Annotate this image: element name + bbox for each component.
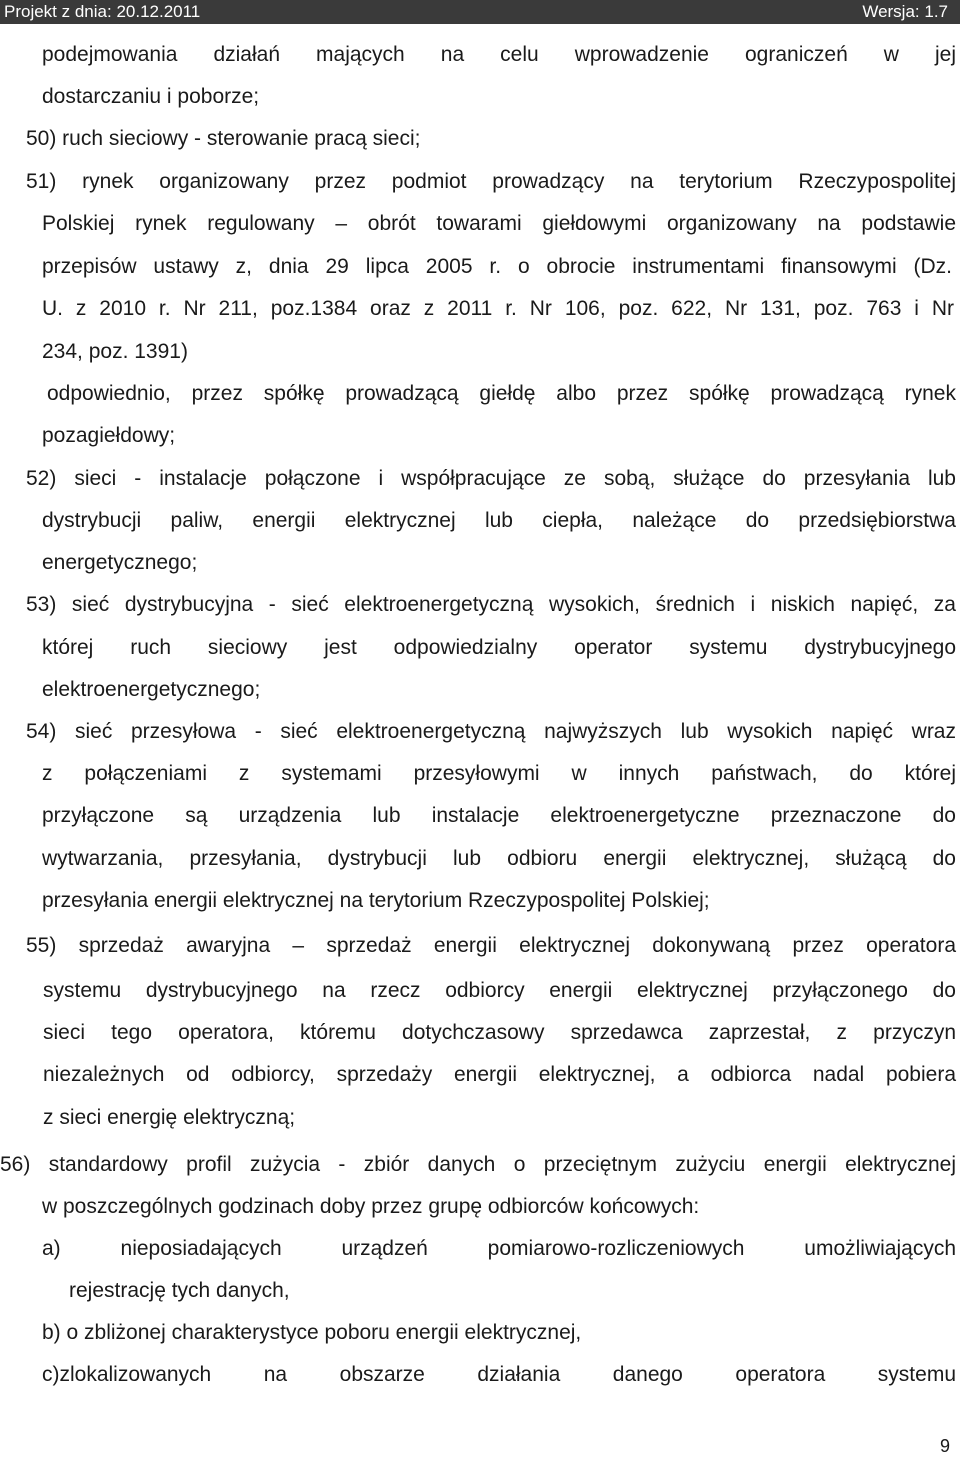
text-line: w poszczególnych godzinach doby przez grupę odbiorców końcowych:: [42, 1195, 700, 1218]
text-line: której ruch sieciowy jest odpowiedzialny operator systemu dystrybucyjnego: [42, 636, 956, 659]
text-line: systemu dystrybucyjnego na rzecz odbiorcy energii elektrycznej przyłączonego do: [43, 979, 956, 1002]
text-line: odpowiednio, przez spółkę prowadzącą giełdę albo przez spółkę prowadzącą rynek: [47, 382, 956, 405]
text-line: z połączeniami z systemami przesyłowymi w innych państwach, do której: [42, 762, 956, 785]
text-line: 55) sprzedaż awaryjna – sprzedaż energii elektrycznej dokonywaną przez operatora: [26, 934, 956, 957]
text-line: 54) sieć przesyłowa - sieć elektroenergetyczną najwyższych lub wysokich napięć wraz: [26, 720, 956, 743]
text-line: a) nieposiadających urządzeń pomiarowo-rozliczeniowych umożliwiających: [42, 1237, 956, 1260]
text-line: 53) sieć dystrybucyjna - sieć elektroenergetyczną wysokich, średnich i niskich napięć, za: [26, 593, 956, 616]
text-line: przyłączone są urządzenia lub instalacje elektroenergetyczne przeznaczone do: [42, 804, 956, 827]
text-line: 51) rynek organizowany przez podmiot prowadzący na terytorium Rzeczypospolitej: [26, 170, 956, 193]
text-line: z sieci energię elektryczną;: [43, 1106, 296, 1129]
page-number: 9: [939, 1436, 950, 1456]
text-line: wytwarzania, przesyłania, dystrybucji lub odbioru energii elektrycznej, służącą do: [42, 847, 956, 870]
text-line: dystrybucji paliw, energii elektrycznej lub ciepła, należące do przedsiębiorstwa: [42, 509, 956, 532]
text-line: elektroenergetycznego;: [42, 678, 261, 701]
text-line: 56) standardowy profil zużycia - zbiór danych o przeciętnym zużyciu energii elektrycznej: [0, 1153, 956, 1176]
text-line: niezależnych od odbiorcy, sprzedaży energii elektrycznej, a odbiorca nadal pobiera: [43, 1063, 956, 1086]
text-line: b) o zbliżonej charakterystyce poboru energii elektrycznej,: [42, 1321, 582, 1344]
version-label: Wersja: 1.7: [862, 2, 948, 21]
text-line: sieci tego operatora, któremu dotychczasowy sprzedawca zaprzestał, z przyczyn: [43, 1021, 956, 1044]
text-line: dostarczaniu i poborze;: [42, 85, 260, 108]
text-line: energetycznego;: [42, 551, 198, 574]
text-line: 50) ruch sieciowy - sterowanie pracą sieci;: [26, 127, 421, 150]
text-line: c)zlokalizowanych na obszarze działania danego operatora systemu: [42, 1363, 956, 1386]
text-line: 234, poz. 1391): [42, 340, 188, 363]
text-line: rejestrację tych danych,: [69, 1279, 290, 1302]
text-line: U. z 2010 r. Nr 211, poz.1384 oraz z 2011 r. Nr 106, poz. 622, Nr 131, poz. 763 i Nr: [42, 297, 954, 320]
text-line: przepisów ustawy z, dnia 29 lipca 2005 r. o obrocie instrumentami finansowymi (Dz.: [42, 255, 952, 278]
text-line: pozagiełdowy;: [42, 424, 176, 447]
project-date: Projekt z dnia: 20.12.2011: [4, 2, 201, 21]
text-line: 52) sieci - instalacje połączone i współpracujące ze sobą, służące do przesyłania lub: [26, 467, 956, 490]
text-line: przesyłania energii elektrycznej na terytorium Rzeczypospolitej Polskiej;: [42, 889, 710, 912]
text-line: Polskiej rynek regulowany – obrót towarami giełdowymi organizowany na podstawie: [42, 212, 956, 235]
document-header: [0, 0, 960, 24]
text-line: podejmowania działań mających na celu wprowadzenie ograniczeń w jej: [42, 43, 956, 66]
